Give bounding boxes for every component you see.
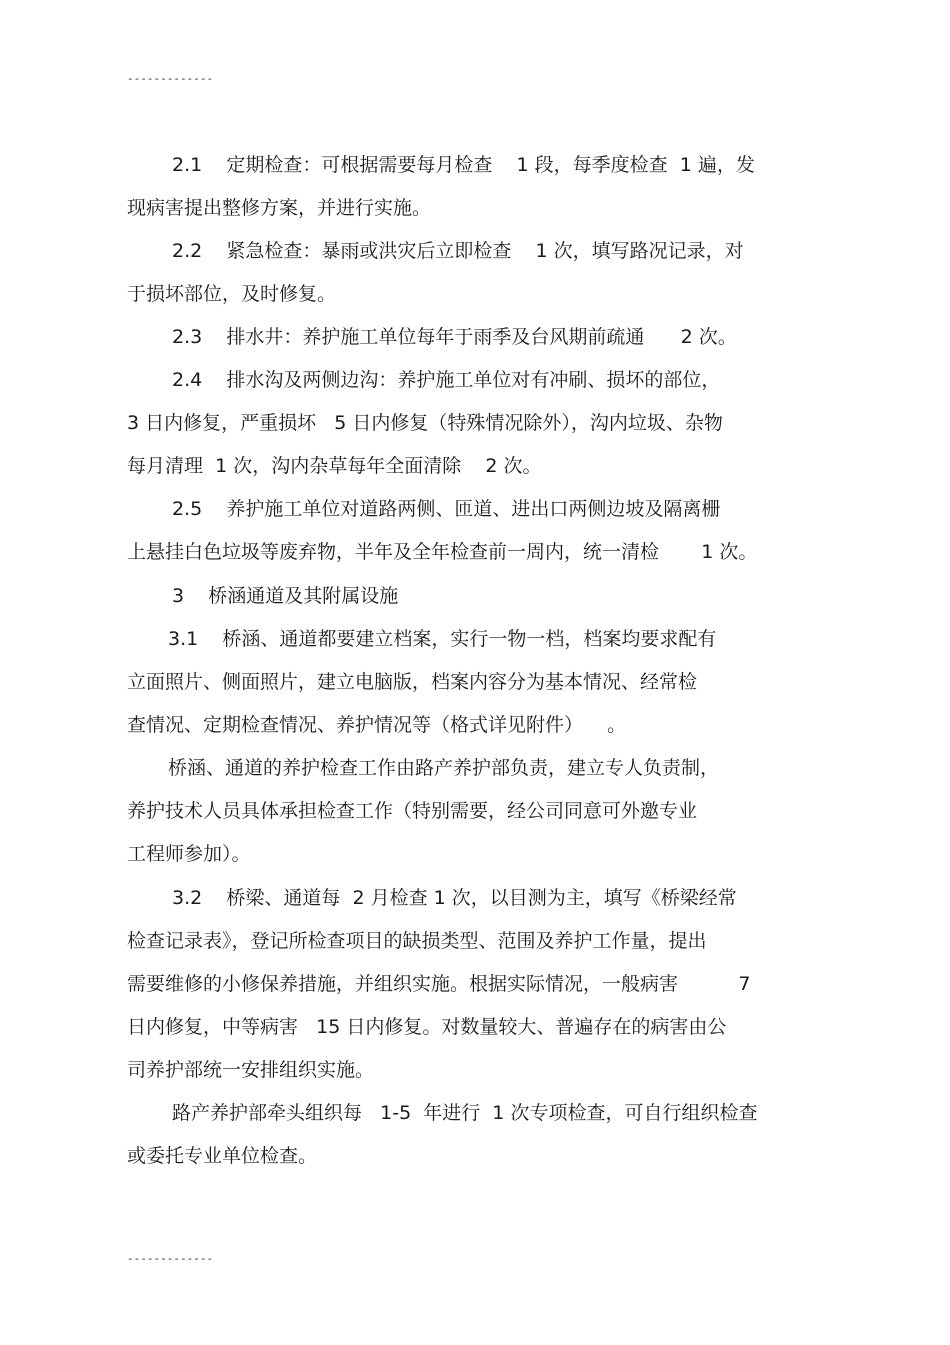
line-2-4-a: 2.4 排水沟及两侧边沟：养护施工单位对有冲刷、损坏的部位， [172, 369, 721, 391]
line-para-a: 桥涵、通道的养护检查工作由路产养护部负责，建立专人负责制， [168, 757, 720, 779]
line-2-2-a: 2.2 紧急检查：暴雨或洪灾后立即检查 1 次，填写路况记录，对 [172, 240, 744, 262]
line-2-3: 2.3 排水井：养护施工单位每年于雨季及台风期前疏通 2 次。 [172, 326, 737, 348]
line-2-2-b: 于损坏部位，及时修复。 [127, 283, 337, 305]
line-para-c: 工程师参加）。 [127, 843, 251, 865]
line-special-a: 路产养护部牵头组织每 1-5 年进行 1 次专项检查，可自行组织检查 [172, 1102, 758, 1124]
line-3-2-e: 司养护部统一安排组织实施。 [127, 1059, 375, 1081]
line-2-5-a: 2.5 养护施工单位对道路两侧、匝道、进出口两侧边坡及隔离栅 [172, 498, 721, 520]
line-3-2-a: 3.2 桥梁、通道每 2 月检查 1 次，以目测为主，填写《桥梁经常 [172, 887, 737, 909]
line-3-1-c: 查情况、定期检查情况、养护情况等（格式详见附件） 。 [127, 714, 627, 736]
line-2-4-b: 3 日内修复，严重损坏 5 日内修复（特殊情况除外），沟内垃圾、杂物 [127, 412, 723, 434]
line-2-4-c: 每月清理 1 次，沟内杂草每年全面清除 2 次。 [127, 455, 542, 477]
section-3-heading: 3 桥涵通道及其附属设施 [172, 585, 399, 607]
line-3-1-b: 立面照片、侧面照片，建立电脑版，档案内容分为基本情况、经常检 [127, 671, 698, 693]
footer-rule: ------------- [127, 1252, 214, 1265]
line-3-2-b: 检查记录表》，登记所检查项目的缺损类型、范围及养护工作量，提出 [127, 930, 707, 952]
line-2-1-b: 现病害提出整修方案，并进行实施。 [127, 197, 432, 219]
line-para-b: 养护技术人员具体承担检查工作（特别需要，经公司同意可外邀专业 [127, 800, 698, 822]
line-special-b: 或委托专业单位检查。 [127, 1145, 318, 1167]
line-3-2-c: 需要维修的小修保养措施，并组织实施。根据实际情况，一般病害 7 [127, 973, 751, 995]
header-rule: ------------- [127, 72, 214, 85]
line-3-1-a: 3.1 桥涵、通道都要建立档案，实行一物一档，档案均要求配有 [168, 628, 717, 650]
line-2-5-b: 上悬挂白色垃圾等废弃物，半年及全年检查前一周内，统一清检 1 次。 [127, 541, 758, 563]
line-3-2-d: 日内修复，中等病害 15 日内修复。对数量较大、普遍存在的病害由公 [127, 1016, 727, 1038]
line-2-1-a: 2.1 定期检查：可根据需要每月检查 1 段，每季度检查 1 遍，发 [172, 154, 755, 176]
